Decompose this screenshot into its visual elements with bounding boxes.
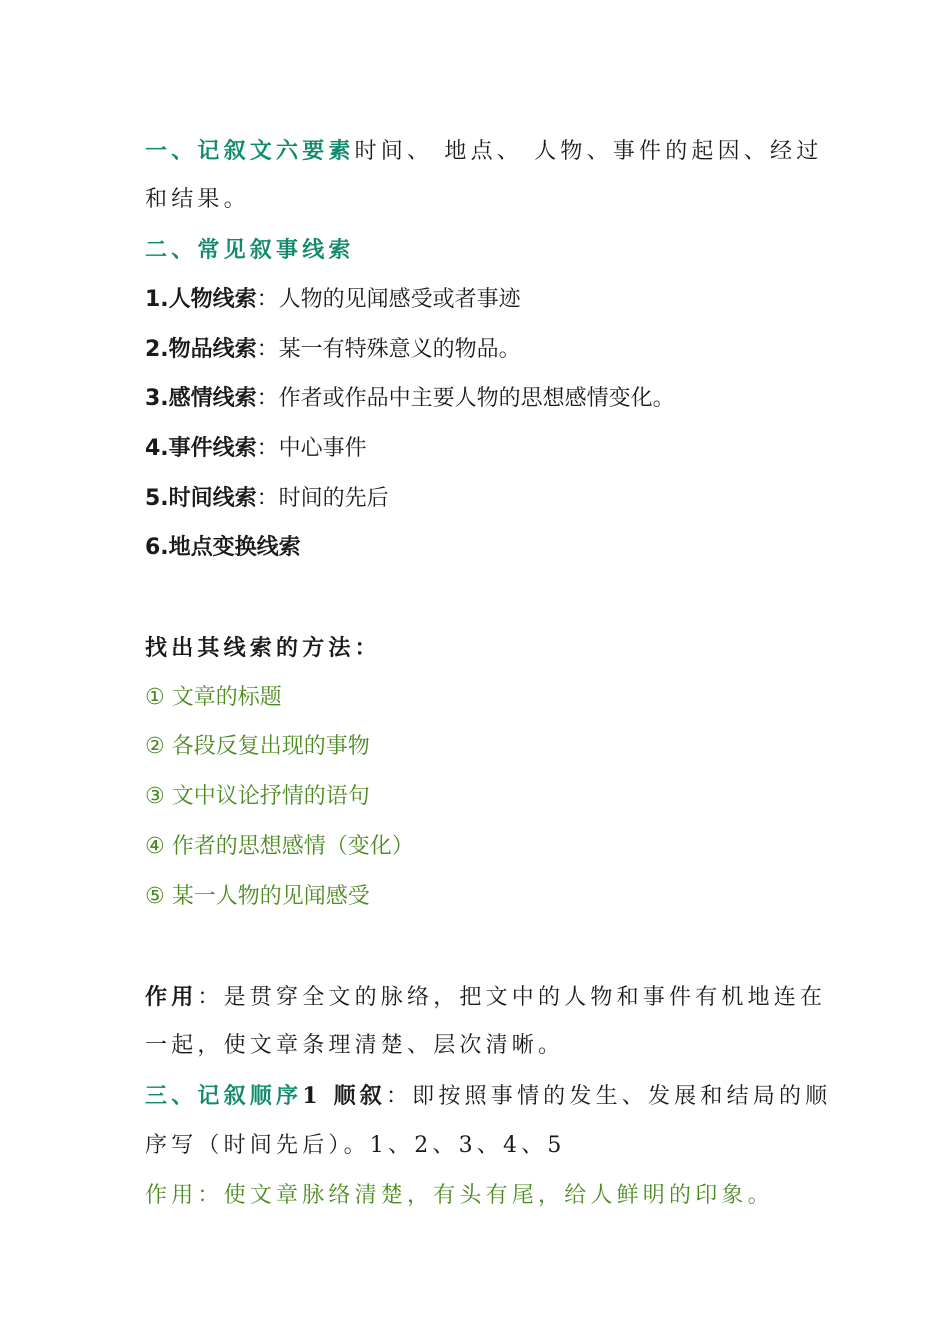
clue-text: ：中心事件 bbox=[256, 436, 367, 461]
clue-item bbox=[145, 384, 675, 414]
clue-item bbox=[145, 335, 521, 365]
method-item: ③ 文中议论抒情的语句 bbox=[145, 784, 370, 809]
clue-item bbox=[145, 484, 389, 514]
method-item: ② 各段反复出现的事物 bbox=[145, 734, 370, 759]
clue-label: 1.人物线索 bbox=[145, 287, 257, 312]
clue-text: ：时间的先后 bbox=[256, 486, 389, 511]
section-1-text-continued: 和结果。 bbox=[145, 187, 250, 212]
clue-label: 4.事件线索 bbox=[145, 436, 257, 461]
effect-label: 作用 bbox=[145, 984, 198, 1010]
method-item: ④ 作者的思想感情（变化） bbox=[145, 834, 414, 859]
section-1-text: 时间、 地点、 人物、事件的起因、经过 bbox=[354, 139, 823, 164]
section-3-paragraph bbox=[145, 1081, 831, 1112]
clue-text: ：某一有特殊意义的物品。 bbox=[256, 337, 521, 362]
clue-item bbox=[145, 285, 521, 315]
clue-item bbox=[145, 434, 367, 464]
section-2-heading: 二、常见叙事线索 bbox=[145, 237, 355, 263]
section-3-text: ：即按照事情的发生、发展和结局的顺 bbox=[385, 1084, 832, 1109]
clue-item bbox=[145, 533, 301, 563]
section-1-heading: 一、记叙文六要素 bbox=[145, 138, 355, 164]
method-item: ① 文章的标题 bbox=[145, 685, 282, 710]
effect-paragraph bbox=[145, 982, 826, 1013]
clue-label: 6.地点变换线索 bbox=[145, 535, 301, 560]
paragraph-elements bbox=[145, 136, 822, 167]
effect-text: ：是贯穿全文的脉络，把文中的人物和事件有机地连在 bbox=[197, 985, 827, 1010]
clue-label: 5.时间线索 bbox=[145, 486, 257, 511]
clue-text: ：人物的见闻感受或者事迹 bbox=[256, 287, 521, 312]
methods-heading: 找出其线索的方法： bbox=[145, 635, 381, 661]
clue-text: ：作者或作品中主要人物的思想感情变化。 bbox=[256, 386, 675, 411]
clue-label: 3.感情线索 bbox=[145, 386, 257, 411]
section-3-effect: 作用：使文章脉络清楚，有头有尾，给人鲜明的印象。 bbox=[145, 1183, 774, 1208]
section-3-text-continued: 序写（时间先后）。1、2、3、4、5 bbox=[145, 1133, 566, 1158]
effect-text-continued: 一起，使文章条理清楚、层次清晰。 bbox=[145, 1033, 565, 1058]
section-3-subheading: 1 顺叙 bbox=[302, 1083, 386, 1109]
method-item: ⑤ 某一人物的见闻感受 bbox=[145, 884, 370, 909]
section-3-heading: 三、记叙顺序 bbox=[145, 1083, 303, 1109]
clue-label: 2.物品线索 bbox=[145, 337, 257, 362]
